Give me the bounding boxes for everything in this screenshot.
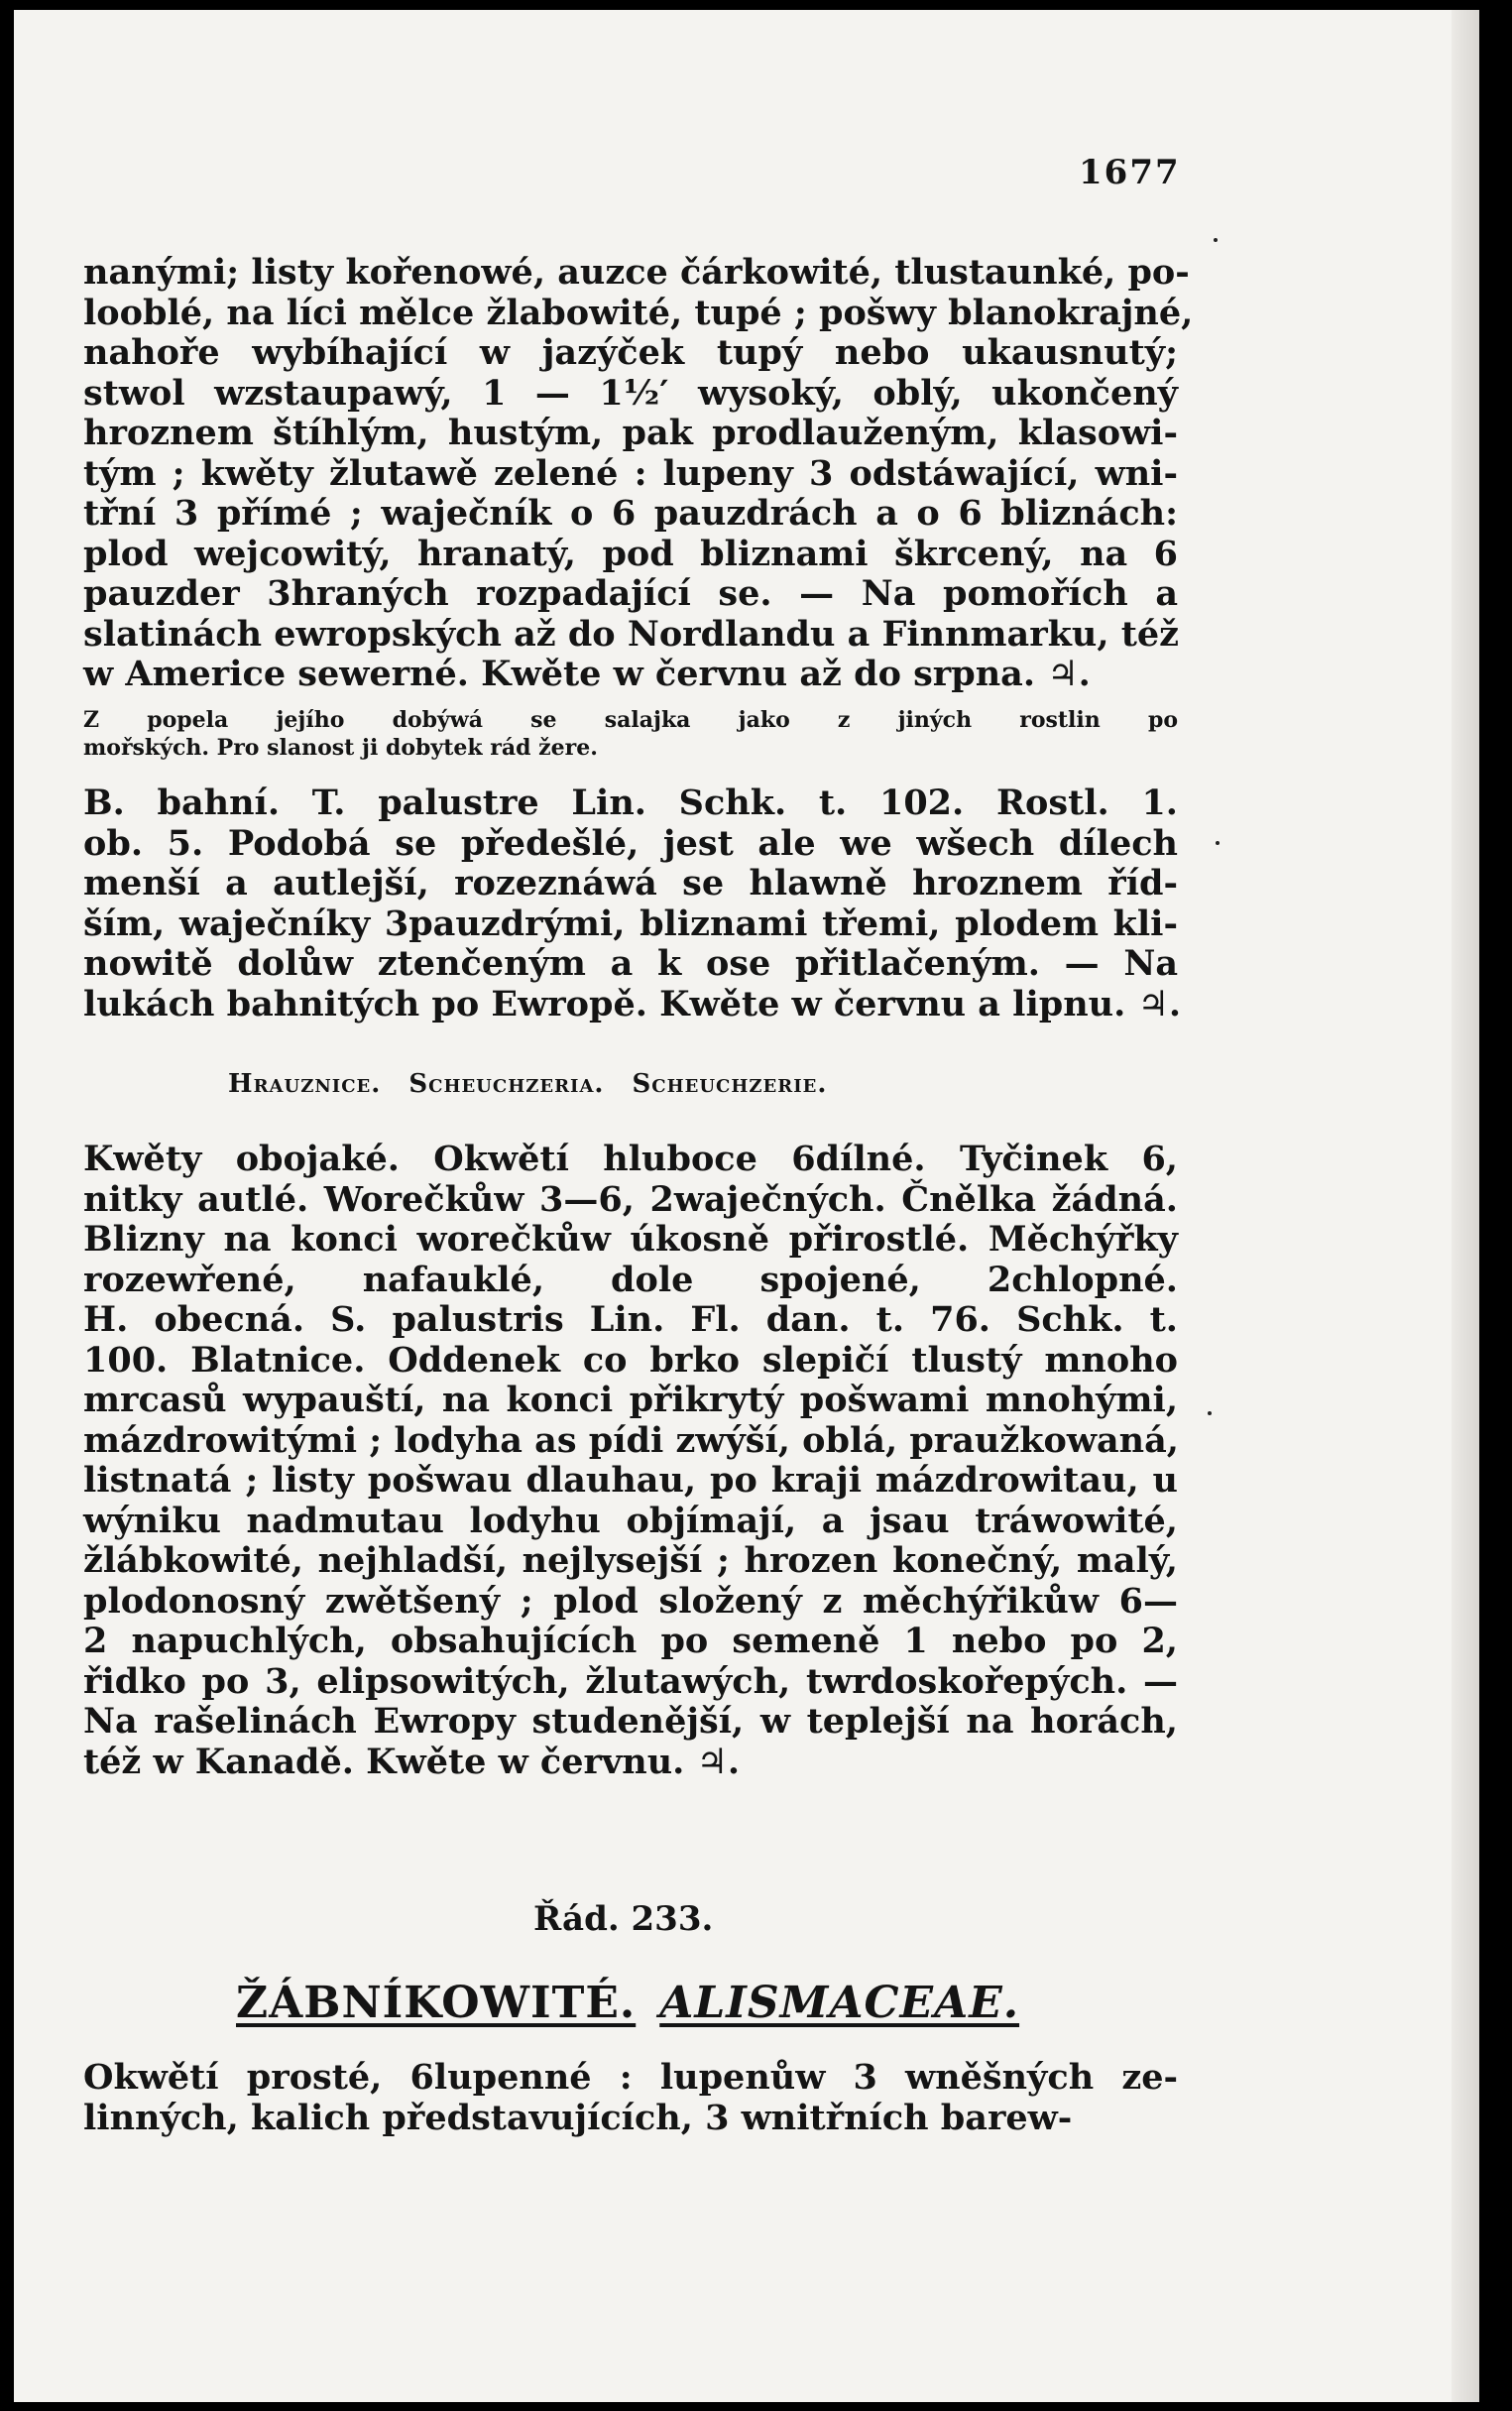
text-line: Blizny na konci worečkůw úkosně přirostlé. Měchýřky bbox=[83, 1219, 1178, 1260]
text-line: Okwětí prosté, 6lupenné : lupenůw 3 wněšných ze- bbox=[83, 2057, 1178, 2098]
text-line: menší a autlejší, rozeznáwá se hlawně hroznem říd- bbox=[83, 863, 1178, 904]
text-line: looblé, na líci mělce žlabowité, tupé ; pošwy blanokrajné, bbox=[83, 292, 1194, 333]
text-line: lukách bahnitých po Ewropě. Kwěte w červnu a lipnu. ♃. bbox=[83, 983, 1182, 1025]
text-line: plod wejcowitý, hranatý, pod bliznami škrcený, na 6 bbox=[83, 533, 1178, 574]
text-line: 2 napuchlých, obsahujících po semeně 1 nebo po 2, bbox=[83, 1621, 1178, 1661]
text-line: stwol wzstaupawý, 1 — 1½′ wysoký, oblý, ukončený bbox=[83, 372, 1178, 414]
text-line: mázdrowitými ; lodyha as pídi zwýší, oblá, praužkowaná, bbox=[83, 1419, 1179, 1461]
page-number: 1677 bbox=[1079, 153, 1181, 192]
margin-speck bbox=[1208, 1411, 1212, 1415]
text-line: rozewřené, nafauklé, dole spojené, 2chlopné. bbox=[83, 1259, 1178, 1300]
text-line: wýniku nadmutau lodyhu objímají, a jsau tráwowité, bbox=[83, 1500, 1178, 1541]
footnote-line: mořských. Pro slanost ji dobytek rád žere. bbox=[83, 735, 598, 761]
text-line: mrcasů wypauští, na konci přikrytý pošwami mnohými, bbox=[83, 1380, 1178, 1420]
family-name-latin: ALISMACEAE. bbox=[659, 1978, 1020, 2028]
order-number: Řád. 233. bbox=[533, 1899, 714, 1939]
text-line: slatinách ewropských až do Nordlandu a Finnmarku, též bbox=[83, 613, 1180, 655]
footnote bbox=[83, 706, 1178, 762]
text-line: ob. 5. Podobá se předešlé, jest ale we wšech dílech bbox=[83, 822, 1178, 864]
page-edge-shadow bbox=[1452, 10, 1479, 2402]
text-line: nitky autlé. Worečkůw 3—6, 2waječných. Čnělka žádná. bbox=[83, 1178, 1178, 1220]
text-line: H. obecná. S. palustris Lin. Fl. dan. t. 76. Schk. t. bbox=[83, 1299, 1178, 1340]
text-line: nahoře wybíhající w jazýček tupý nebo ukausnutý; bbox=[83, 332, 1178, 373]
text-line: B. bahní. T. palustre Lin. Schk. t. 102. Rostl. 1. bbox=[83, 783, 1178, 823]
genus-heading: Hrauznice. Scheuchzeria. Scheuchzerie. bbox=[228, 1069, 828, 1099]
text-line: hroznem štíhlým, hustým, pak prodlauženým, klasowi- bbox=[83, 413, 1178, 453]
book-page bbox=[14, 10, 1479, 2402]
text-line: w Americe sewerné. Kwěte w červnu až do srpna. ♃. bbox=[83, 654, 1091, 694]
text-line: nowitě dolůw ztenčeným a k ose přitlačeným. — Na bbox=[83, 943, 1178, 984]
text-line: pauzder 3hraných rozpadající se. — Na pomořích a bbox=[83, 573, 1178, 614]
margin-speck bbox=[1214, 238, 1218, 242]
text-line: listnatá ; listy pošwau dlauhau, po kraji mázdrowitau, u bbox=[83, 1460, 1178, 1501]
text-line: 100. Blatnice. Oddenek co brko slepičí tlustý mnoho bbox=[83, 1339, 1178, 1381]
species-b-description bbox=[83, 783, 1182, 1025]
text-line: žlábkowité, nejhladší, nejlysejší ; hrozen konečný, malý, bbox=[83, 1540, 1178, 1581]
footnote-line: Z popela jejího dobýwá se salajka jako z jiných rostlin po bbox=[83, 707, 1178, 733]
text-line: ším, waječníky 3pauzdrými, bliznami třemi, plodem kli- bbox=[83, 903, 1178, 944]
genus-description bbox=[83, 1140, 1178, 1782]
text-line: tým ; kwěty žlutawě zelené : lupeny 3 odstáwající, wni- bbox=[83, 452, 1178, 494]
family-name-czech: ŽÁBNÍKOWITÉ. bbox=[236, 1978, 637, 2028]
family-title bbox=[236, 1978, 1019, 2028]
text-line: též w Kanadě. Kwěte w červnu. ♃. bbox=[83, 1741, 741, 1782]
species-description bbox=[83, 252, 1194, 695]
text-line: třní 3 přímé ; waječník o 6 pauzdrách a o 6 bliznách: bbox=[83, 493, 1178, 534]
text-line: plodonosný zwětšený ; plod složený z měchýřikůw 6— bbox=[83, 1580, 1178, 1622]
text-line: řidko po 3, elipsowitých, žlutawých, twrdoskořepých. — bbox=[83, 1660, 1178, 1702]
margin-speck bbox=[1216, 841, 1220, 845]
text-line: linných, kalich představujících, 3 wnitřních barew- bbox=[83, 2097, 1073, 2138]
text-line: Na rašelinách Ewropy studenější, w teplejší na horách, bbox=[83, 1701, 1178, 1742]
text-line: Kwěty obojaké. Okwětí hluboce 6dílné. Tyčinek 6, bbox=[83, 1139, 1178, 1179]
text-line: nanými; listy kořenowé, auzce čárkowité, tlustaunké, po- bbox=[83, 252, 1190, 293]
family-description bbox=[83, 2058, 1178, 2138]
